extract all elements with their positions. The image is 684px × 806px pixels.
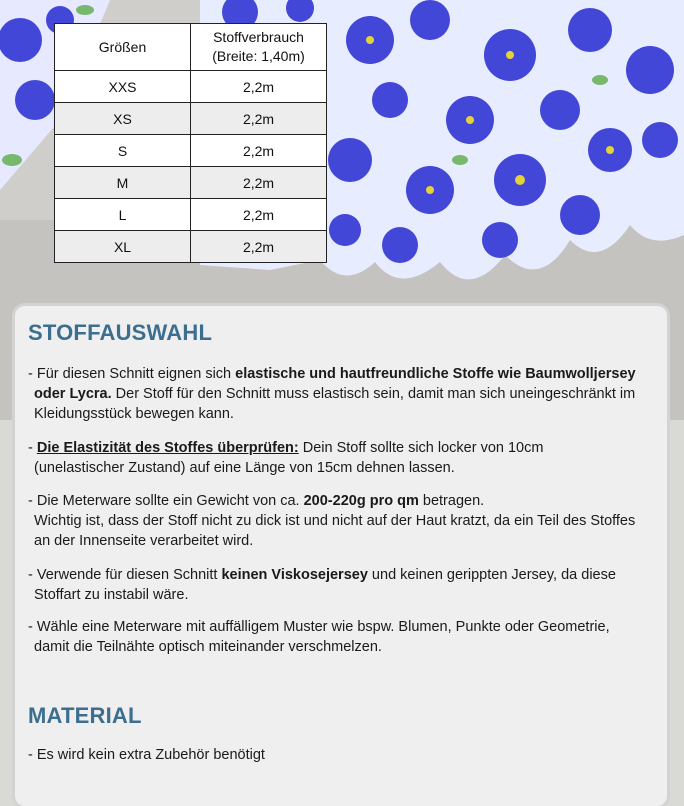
table-header-row (55, 24, 327, 71)
section-title-material: MATERIAL (28, 703, 142, 728)
table-row (55, 103, 327, 135)
text: damit die Teilnähte optisch miteinander verschmelzen. (34, 639, 382, 655)
text: betragen. (418, 493, 485, 509)
text: - Die Meterware sollte ein Gewicht von ca. (28, 493, 304, 509)
text: (unelastischer Zustand) auf eine Länge von 15cm dehnen lassen. (34, 460, 455, 476)
bold-text: elastische und hautfreundliche Stoffe wie Baumwolljersey (235, 366, 636, 382)
table-row (55, 135, 327, 167)
cell-size: XL (55, 231, 191, 263)
size-table (54, 23, 327, 263)
text: - Wähle eine Meterware mit auffälligem Muster wie bspw. Blumen, Punkte oder Geometrie, (28, 619, 610, 635)
text: - (28, 440, 37, 456)
paragraph-pattern (28, 617, 653, 657)
cell-size: S (55, 135, 191, 167)
cell-size: XS (55, 103, 191, 135)
bold-text: keinen Viskosejersey (221, 567, 368, 583)
header-size: Größen (55, 24, 191, 71)
cell-usage: 2,2m (191, 231, 327, 263)
cell-size: XXS (55, 71, 191, 103)
cell-usage: 2,2m (191, 71, 327, 103)
text: Der Stoff für den Schnitt muss elastisch sein, damit man sich uneingeschränkt im (111, 386, 636, 402)
cell-usage: 2,2m (191, 199, 327, 231)
text: an der Innenseite verarbeitet wird. (34, 533, 254, 549)
cell-size: M (55, 167, 191, 199)
cell-usage: 2,2m (191, 135, 327, 167)
paragraph-weight (28, 491, 653, 551)
paragraph-no-viscose (28, 565, 653, 605)
section-title-fabric-selection: STOFFAUSWAHL (28, 320, 213, 345)
cell-size: L (55, 199, 191, 231)
underlined-bold-text: Die Elastizität des Stoffes überprüfen: (36, 440, 299, 456)
table-row (55, 231, 327, 263)
text: - Verwende für diesen Schnitt (28, 567, 222, 583)
text: Stoffart zu instabil wäre. (34, 587, 189, 603)
cell-usage: 2,2m (191, 167, 327, 199)
text: Wichtig ist, dass der Stoff nicht zu dick ist und nicht auf der Haut kratzt, da ein Teil des Stoffes (34, 513, 636, 529)
bold-text: 200-220g pro qm (303, 493, 419, 509)
table-row (55, 167, 327, 199)
cell-usage: 2,2m (191, 103, 327, 135)
table-row (55, 71, 327, 103)
text: Dein Stoff sollte sich locker von 10cm (298, 440, 544, 456)
header-fabric-usage (191, 24, 327, 71)
table-row (55, 199, 327, 231)
paragraph-fabric-types (28, 364, 653, 424)
paragraph-material: - Es wird kein extra Zubehör benötigt (28, 747, 265, 763)
header-usage-line2: (Breite: 1,40m) (212, 48, 305, 64)
text: - Für diesen Schnitt eignen sich (28, 366, 236, 382)
text: und keinen gerippten Jersey, da diese (367, 567, 616, 583)
header-usage-line1: Stoffverbrauch (213, 29, 304, 45)
paragraph-elasticity (28, 438, 653, 478)
text: Kleidungsstück bewegen kann. (34, 406, 234, 422)
bold-text: oder Lycra. (34, 386, 112, 402)
